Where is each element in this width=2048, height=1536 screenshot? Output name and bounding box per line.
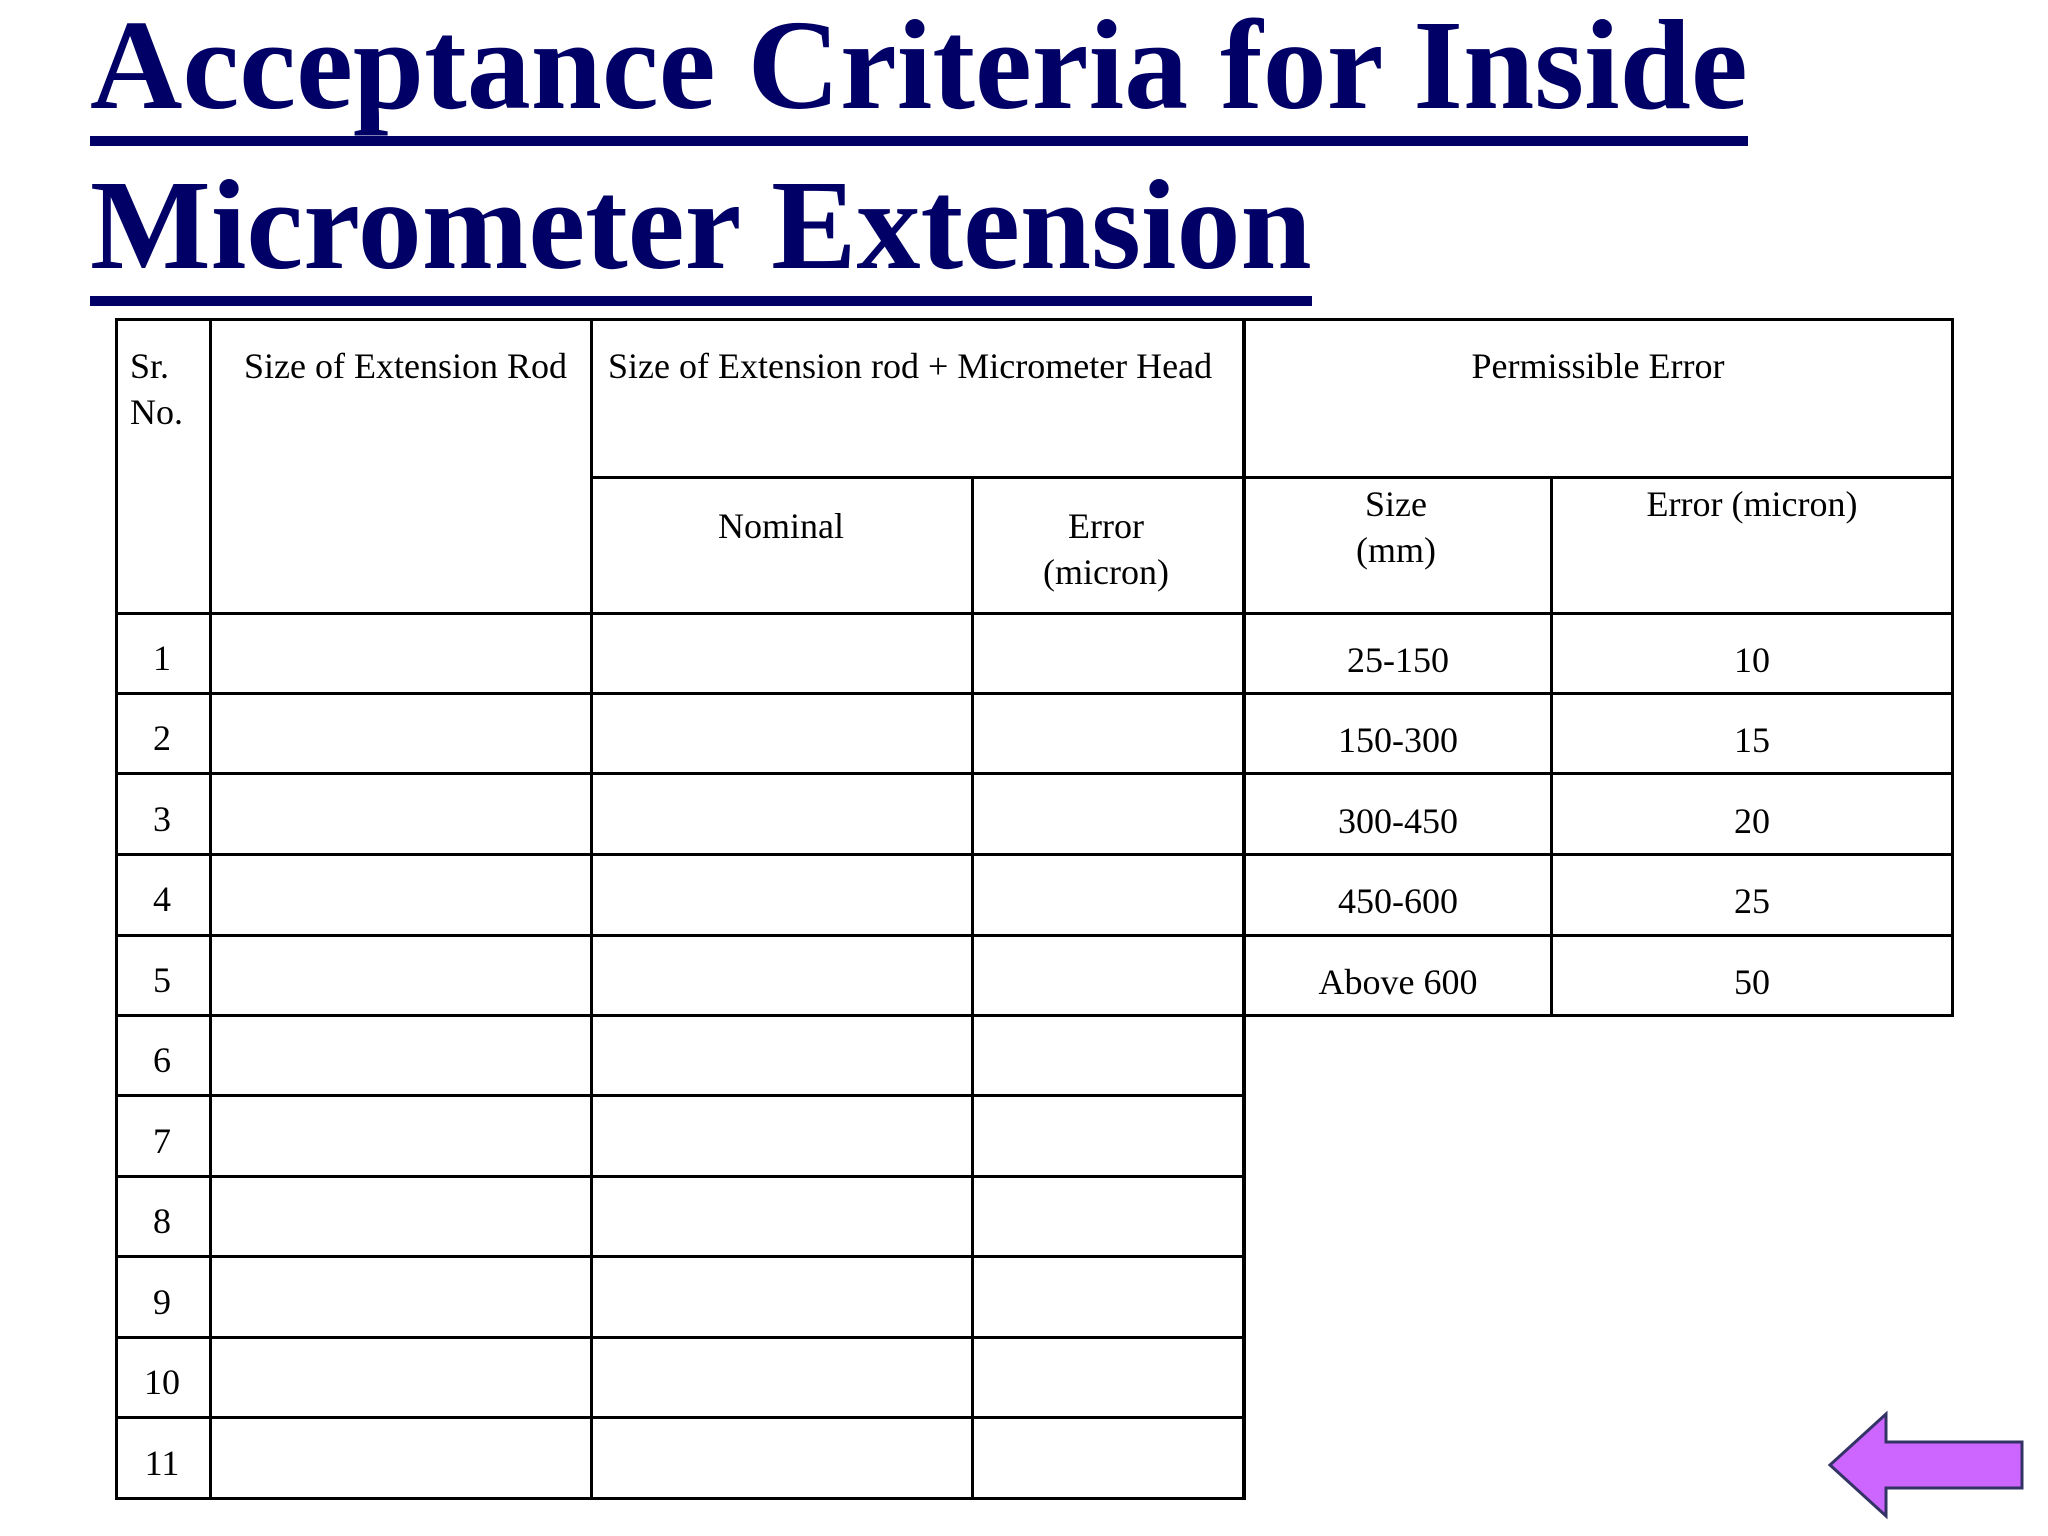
col-border-sr [209,318,212,1500]
sr-cell: 5 [153,960,171,1000]
permissible-size-cell: 300-450 [1338,801,1458,841]
back-arrow-button[interactable] [1826,1410,2026,1520]
permissible-error-cell: 20 [1734,801,1770,841]
sr-cell: 1 [153,638,171,678]
sr-cell: 10 [144,1362,180,1402]
sr-cell: 3 [153,799,171,839]
row-divider-9 [115,1336,1245,1339]
permissible-error-cell: 25 [1734,881,1770,921]
col-border-rod [590,318,593,1500]
header-sr-no: Sr. No. [130,346,183,432]
row-divider-2 [115,772,1953,775]
sr-cell: 9 [153,1282,171,1322]
header-permissible-error: Permissible Error [1471,346,1725,386]
header-error-micron: Error (micron) [1646,484,1858,524]
title-line-2: Micrometer Extension [90,160,1312,306]
row-divider-5 [115,1014,1953,1017]
permissible-size-cell: 150-300 [1338,720,1458,760]
col-border-error [1242,318,1246,1500]
title-line-1: Acceptance Criteria for Inside [90,0,1748,146]
row-divider-7 [115,1175,1245,1178]
permissible-size-cell: Above 600 [1318,962,1478,1002]
header-divider-sub [592,476,1953,479]
sr-cell: 8 [153,1201,171,1241]
row-divider-4 [115,934,1953,937]
sr-cell: 11 [144,1443,180,1483]
permissible-size-cell: 25-150 [1347,640,1449,680]
col-border-left [115,318,118,1500]
row-divider-8 [115,1255,1245,1258]
permissible-error-cell: 15 [1734,720,1770,760]
row-divider-6 [115,1094,1245,1097]
sr-cell: 6 [153,1040,171,1080]
sr-cell: 4 [153,879,171,919]
sr-cell: 7 [153,1121,171,1161]
header-size-rod: Size of Extension Rod [244,346,567,386]
col-border-size [1550,476,1553,1016]
row-divider-10 [115,1416,1245,1419]
table-bottom-border [115,1497,1245,1500]
row-divider-3 [115,853,1953,856]
row-divider-1 [115,692,1953,695]
col-border-right [1951,318,1954,1017]
permissible-error-cell: 10 [1734,640,1770,680]
header-error: Error (micron) [1043,506,1169,592]
table-top-border [115,318,1953,321]
header-nominal: Nominal [718,506,844,546]
col-border-nominal [971,476,974,1500]
header-bottom-border [115,612,1953,615]
header-size-mm: Size (mm) [1356,484,1436,570]
left-arrow-icon [1826,1410,2026,1520]
sr-cell: 2 [153,718,171,758]
permissible-error-cell: 50 [1734,962,1770,1002]
permissible-size-cell: 450-600 [1338,881,1458,921]
header-size-rod-head: Size of Extension rod + Micrometer Head [608,346,1213,386]
